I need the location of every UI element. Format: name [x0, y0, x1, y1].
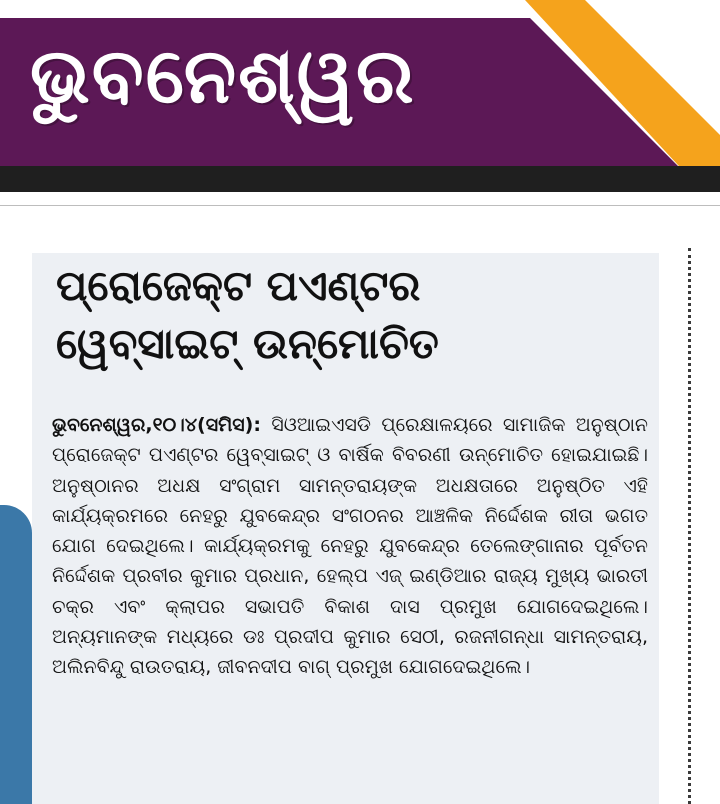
headline-line-1: ପ୍ରୋଜେକ୍ଟ ପଏଣ୍ଟର [56, 261, 421, 310]
article-headline [56, 257, 646, 373]
article-dateline: ଭୁବନେଶ୍ୱର,୧୦।୪(ସମିସ): [52, 414, 261, 436]
column-separator [688, 248, 691, 804]
news-article [32, 253, 659, 804]
headline-line-2: ୱେବ୍‌ସାଇଟ୍ ଉନ୍ମୋଚିତ [56, 319, 439, 368]
section-title: ଭୁବନେଶ୍ୱର [30, 31, 416, 120]
article-body-text: ସିଓଆଇଏସଡି ପ୍ରେକ୍ଷାଳୟରେ ସାମାଜିକ ଅନୁଷ୍ଠାନ ପ୍ରୋଜେକ୍ଟ ପଏଣ୍ଟର ୱେବ୍‌ସାଇଟ୍ ଓ ବାର୍ଷିକ ବିବରଣୀ ଉନ୍ମୋଚିତ ହୋଇଯାଇଛି। ଅନୁଷ୍ଠାନର ଅଧକ୍ଷ ସଂଗ୍ରାମ ସାମନ୍ତରାୟଙ୍କ ଅଧକ୍ଷତାରେ ଅନୁଷ୍ଠିତ ଏହି କାର୍ଯ୍ୟକ୍ରମରେ ନେହରୁ ଯୁବକେନ୍ଦ୍ର ସଂଗଠନର ଆଞ୍ଚଳିକ ନିର୍ଦ୍ଦେଶକ ରୀତା ଭଗତ ଯୋଗ ଦେଇଥିଲେ। କାର୍ଯ୍ୟକ୍ରମକୁ ନେହରୁ ଯୁବକେନ୍ଦ୍ର ତେଲେଙ୍ଗାନାର ପୂର୍ବତନ ନିର୍ଦ୍ଦେଶକ ପ୍ରବୀର କୁମାର ପ୍ରଧାନ, ହେଲ୍ପ ଏଜ୍ ଇଣ୍ଡିଆର ରାଜ୍ୟ ମୁଖ୍ୟ ଭାରତୀ ଚକ୍ର ଏବଂ କ୍ଲାପର ସଭାପତି ବିକାଶ ଦାସ ପ୍ରମୁଖ ଯୋଗଦେଇଥିଲେ। ଅନ୍ୟମାନଙ୍କ ମଧ୍ୟରେ ଡଃ ପ୍ରଦୀପ କୁମାର ସେଠୀ, ରଜନୀଗନ୍ଧା ସାମନ୍ତରାୟ, ଅଲିନବିନ୍ଦୁ ରାଉତରାୟ, ଜୀବନଦୀପ ବାଗ୍ ପ୍ରମୁଖ ଯୋଗଦେଇଥିଲେ। [52, 414, 649, 679]
masthead-banner [0, 0, 720, 192]
side-accent-tab [0, 505, 32, 804]
article-body [52, 410, 648, 683]
divider-line [0, 205, 720, 206]
